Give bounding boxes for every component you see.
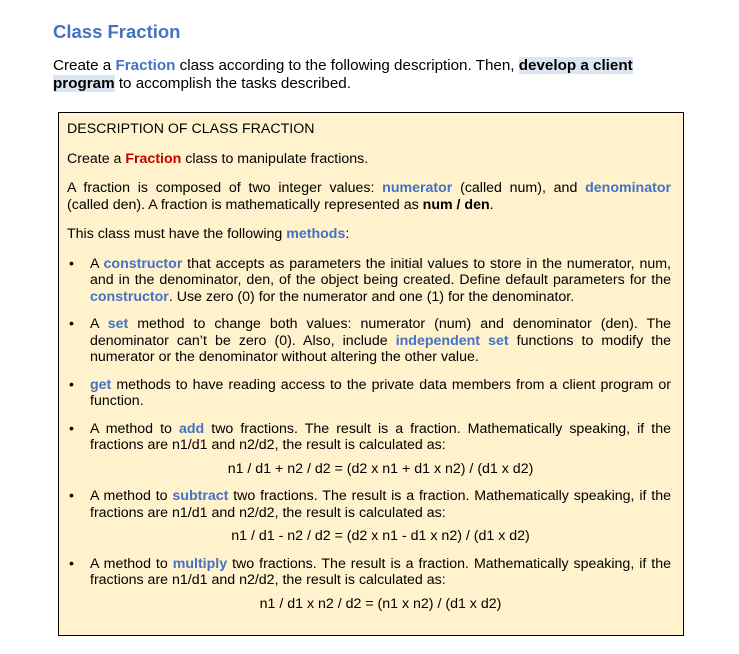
multiply-formula: n1 / d1 x n2 / d2 = (n1 x n2) / (d1 x d2) [259,595,502,612]
subtract-keyword: subtract [172,488,229,504]
methods-intro-paragraph: This class must have the following methods: [67,226,350,242]
fraction-keyword: Fraction [115,57,176,74]
bullet-icon: • [69,316,74,332]
constructor-keyword: constructor [103,255,183,272]
add-formula: n1 / d1 + n2 / d2 = (d2 x n1 + d1 x n2) / (d1 x d2) [227,460,534,477]
bullet-icon: • [69,255,74,272]
methods-list [67,256,671,613]
add-keyword: add [178,420,205,437]
box-heading: DESCRIPTION OF CLASS FRACTION [67,121,315,137]
list-item-multiply: • A method to multiply two fractions. The result is a fraction. Mathematically speaking, if the fractions are n1/d1 and n2/d2, the result is calculated as: n1 / d1 x n2 / d2 = (n1 x n2) / (d1 x d2) [69,555,671,612]
class-purpose-paragraph: Create a Fraction class to manipulate fractions. [67,150,369,167]
list-item-get: • get methods to have reading access to the private data members from a client program or function. [69,376,671,409]
get-keyword: get [90,376,112,393]
description-box [58,112,684,636]
subtract-formula: n1 / d1 - n2 / d2 = (d2 x n1 - d1 x n2) / (d1 x d2) [231,528,530,544]
num-den-notation: num / den [422,196,490,213]
multiply-keyword: multiply [172,555,228,572]
numerator-keyword: numerator [382,180,453,196]
bullet-icon: • [69,376,74,393]
constructor-keyword: constructor [90,288,169,305]
page-title: Class Fraction [53,21,181,42]
list-item-subtract: • A method to subtract two fractions. The result is a fraction. Mathematically speaking, if the fractions are n1/d1 and n2/d2, the result is calculated as: n1 / d1 - n2 / d2 = (d2 x n1 - d1 x n2) / (d1 x d2) [69,488,671,544]
methods-keyword: methods [286,226,346,242]
list-item-constructor: • A constructor that accepts as parameters the initial values to store in the numerator, num, and in the denominator, den, of the object being created. Define default parameters for the constructor. Use zero (0) for the numerator and one (1) for the denominator. [69,255,671,305]
bullet-icon: • [69,488,74,504]
list-item-add: • A method to add two fractions. The result is a fraction. Mathematically speaking, if the fractions are n1/d1 and n2/d2, the result is calculated as: n1 / d1 + n2 / d2 = (d2 x n1 + d1 x n2) / (d1 x d2) [69,420,671,477]
list-item-set: • A set method to change both values: numerator (num) and denominator (den). The denominator can’t be zero (0). Also, include independent set functions to modify the numerator or the denominator without altering the other value. [69,316,671,365]
intro-paragraph: Create a Fraction class according to the following description. Then, develop a client program to accomplish the tasks described. [53,57,633,92]
bullet-icon: • [69,555,74,572]
fraction-definition-paragraph: A fraction is composed of two integer values: numerator (called num), and denominator (called den). A fraction is mathematically represented as num / den. [67,180,672,213]
bullet-icon: • [69,420,74,437]
denominator-keyword: denominator [585,180,672,196]
fraction-keyword-red: Fraction [125,150,182,167]
highlighted-task: develop a client program [53,57,633,92]
independent-set-keyword: independent set [395,332,509,349]
set-keyword: set [107,316,129,332]
